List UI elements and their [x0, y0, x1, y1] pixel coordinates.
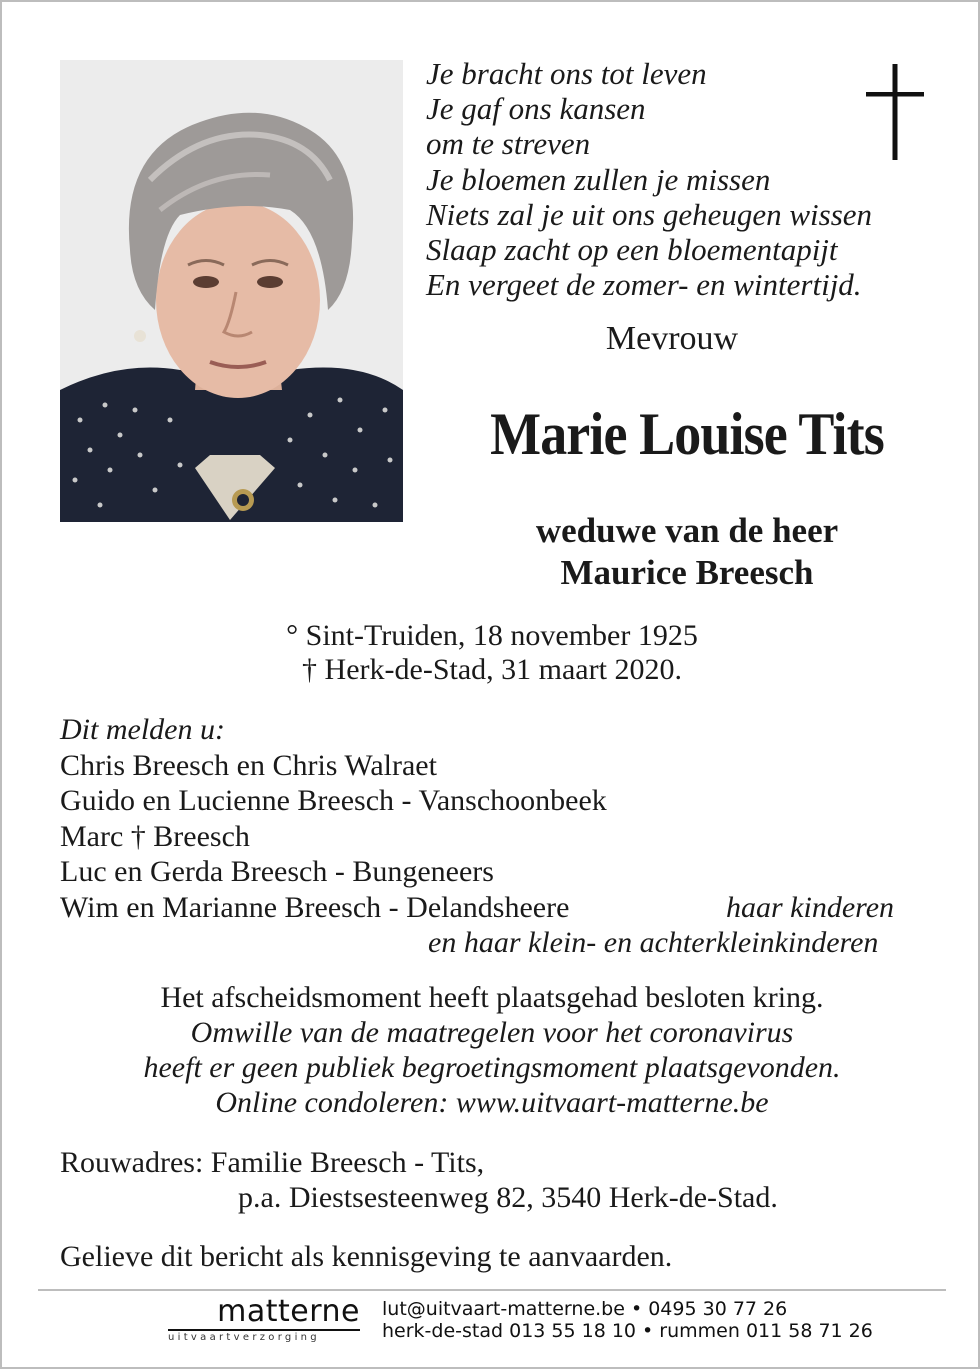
- life-dates: [162, 619, 822, 687]
- farewell-line: heeft er geen publiek begroetingsmoment plaatsgevonden.: [143, 1051, 841, 1084]
- birth-date: ° Sint-Truiden, 18 november 1925: [286, 619, 698, 652]
- family-member: Marc † Breesch: [60, 819, 250, 853]
- contact-line: herk-de-stad 013 55 18 10 • rummen 011 58 71 26: [382, 1320, 873, 1342]
- announcement: [60, 712, 607, 925]
- announce-intro: Dit melden u:: [60, 713, 225, 746]
- honorific: Mevrouw: [605, 320, 739, 357]
- contact-info: [382, 1298, 873, 1342]
- family-member: Guido en Lucienne Breesch - Vanschoonbeek: [60, 784, 607, 817]
- family-member: Wim en Marianne Breesch - Delandsheere: [60, 890, 570, 924]
- spouse-name: Maurice Breesch: [560, 553, 814, 592]
- farewell-line: Het afscheidsmoment heeft plaatsgehad besloten kring.: [160, 981, 824, 1014]
- mourning-address-street: p.a. Diestsesteenweg 82, 3540 Herk-de-Stad.: [238, 1181, 778, 1214]
- farewell-notice: [42, 980, 942, 1120]
- poem-line: Je bloemen zullen je missen: [426, 161, 771, 197]
- footer-divider: [38, 1289, 946, 1291]
- funeral-home-logo: [168, 1296, 360, 1345]
- children-label: haar kinderen: [726, 891, 895, 924]
- cross-icon: [866, 64, 924, 160]
- family-member: Chris Breesch en Chris Walraet: [60, 748, 437, 782]
- deceased-name: Marie Louise Tits: [490, 401, 884, 467]
- poem-line: Niets zal je uit ons geheugen wissen: [426, 196, 873, 232]
- grandchildren-label: en haar klein- en achterkleinkinderen: [428, 926, 879, 959]
- contact-line[interactable]: lut@uitvaart-matterne.be • 0495 30 77 26: [382, 1298, 788, 1320]
- poem-line: Je bracht ons tot leven: [426, 56, 707, 91]
- farewell-line: Omwille van de maatregelen voor het coronavirus: [190, 1016, 794, 1049]
- notice-request: Gelieve dit bericht als kennisgeving te aanvaarden.: [60, 1240, 673, 1273]
- widow-of: [442, 510, 932, 594]
- poem-line: Je gaf ons kansen: [426, 91, 646, 127]
- family-member: Luc en Gerda Breesch - Bungeneers: [60, 855, 494, 888]
- mourning-address: Rouwadres: Familie Breesch - Tits,: [60, 1146, 485, 1179]
- portrait-photo: [60, 60, 403, 522]
- brand-subtitle: uitvaartverzorging: [168, 1332, 320, 1343]
- poem-line: En vergeet de zomer- en wintertijd.: [426, 267, 862, 303]
- poem-line: Slaap zacht op een bloementapijt: [426, 232, 838, 268]
- poem-line: om te streven: [426, 126, 591, 162]
- poem: [426, 56, 926, 302]
- brand-name: matterne: [217, 1294, 360, 1329]
- death-date: † Herk-de-Stad, 31 maart 2020.: [302, 653, 682, 686]
- condolence-link[interactable]: Online condoleren: www.uitvaart-matterne.be: [215, 1086, 769, 1119]
- widow-line: weduwe van de heer: [535, 511, 839, 550]
